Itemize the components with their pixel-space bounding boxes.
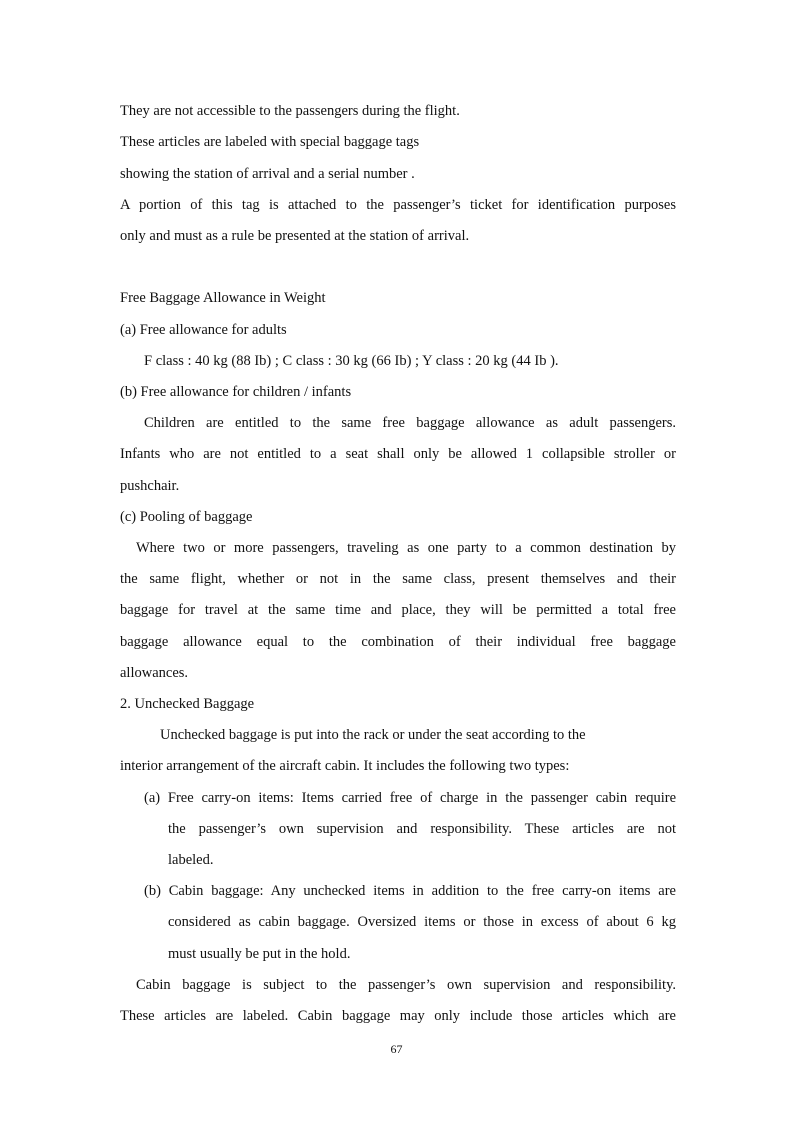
text-line: These articles are labeled. Cabin baggage may only include those articles which are bbox=[120, 1008, 676, 1024]
section-heading: 2. Unchecked Baggage bbox=[120, 696, 255, 712]
text-line: They are not accessible to the passengers during the flight. bbox=[120, 103, 460, 119]
text-line: (b) Cabin baggage: Any unchecked items in addition to the free carry-on items are bbox=[144, 883, 676, 899]
text-line: (a) Free allowance for adults bbox=[120, 322, 287, 338]
text-line: Children are entitled to the same free baggage allowance as adult passengers. bbox=[144, 415, 676, 431]
text-line: the same flight, whether or not in the same class, present themselves and their bbox=[120, 571, 676, 587]
text-line: considered as cabin baggage. Oversized items or those in excess of about 6 kg bbox=[168, 914, 676, 930]
page-number: 67 bbox=[390, 1042, 403, 1056]
text-line: showing the station of arrival and a serial number . bbox=[120, 166, 415, 182]
text-line: allowances. bbox=[120, 665, 189, 681]
text-line: only and must as a rule be presented at the station of arrival. bbox=[120, 228, 470, 244]
text-line: Unchecked baggage is put into the rack or under the seat according to the bbox=[160, 727, 586, 743]
text-line: labeled. bbox=[168, 852, 214, 868]
text-line: Infants who are not entitled to a seat shall only be allowed 1 collapsible stroller or bbox=[120, 446, 676, 462]
text-line: baggage for travel at the same time and place, they will be permitted a total free bbox=[120, 602, 676, 618]
text-line: Where two or more passengers, traveling as one party to a common destination by bbox=[136, 540, 676, 556]
text-line: must usually be put in the hold. bbox=[168, 946, 351, 962]
text-line: (b) Free allowance for children / infants bbox=[120, 384, 352, 400]
text-line: F class : 40 kg (88 Ib) ; C class : 30 kg (66 Ib) ; Y class : 20 kg (44 Ib ). bbox=[144, 353, 559, 369]
text-line: interior arrangement of the aircraft cabin. It includes the following two types: bbox=[120, 758, 570, 774]
text-line: (a) Free carry-on items: Items carried free of charge in the passenger cabin require bbox=[144, 790, 676, 806]
text-line: the passenger’s own supervision and responsibility. These articles are not bbox=[168, 821, 676, 837]
text-line: Cabin baggage is subject to the passenger’s own supervision and responsibility. bbox=[136, 977, 676, 993]
text-line: These articles are labeled with special baggage tags bbox=[120, 134, 420, 150]
text-line: A portion of this tag is attached to the passenger’s ticket for identification purposes bbox=[120, 197, 676, 213]
section-heading: Free Baggage Allowance in Weight bbox=[120, 290, 326, 306]
text-line: baggage allowance equal to the combination of their individual free baggage bbox=[120, 634, 676, 650]
text-line: pushchair. bbox=[120, 478, 180, 494]
text-line: (c) Pooling of baggage bbox=[120, 509, 253, 525]
